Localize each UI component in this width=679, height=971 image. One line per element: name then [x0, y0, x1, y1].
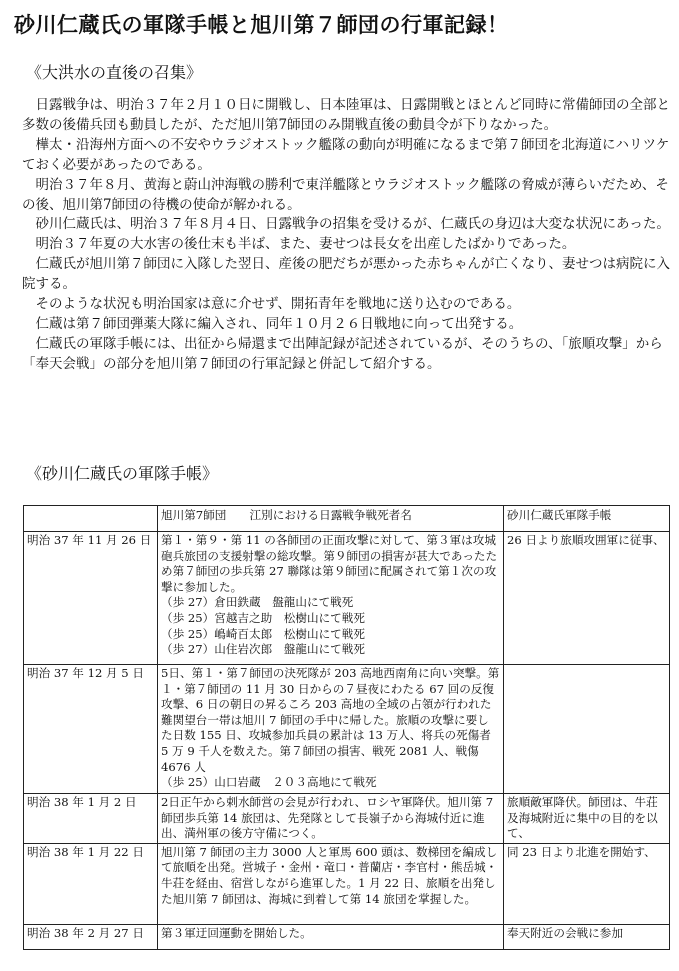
- casualty-entry: （歩 27）山住岩次郎 盤龍山にて戦死: [161, 642, 365, 657]
- division-cell: [158, 532, 504, 665]
- paragraph: 仁蔵氏が旭川第７師団に入隊した翌日、産後の肥だちが悪かった赤ちゃんが亡くなり、妻せつは病院に入院する。: [22, 256, 670, 293]
- notebook-cell: 奉天附近の会戦に参加: [504, 924, 670, 949]
- date-cell: 明治 38 年 1 月 22 日: [24, 843, 158, 924]
- division-cell: [158, 924, 504, 949]
- division-text: 2日正午から剌水師営の会見が行われ、ロシヤ軍降伏。旭川第 7 師団歩兵第 14 旅団は、先発隊として長嶺子から海城付近に進出、満州軍の後方守備につく。: [161, 795, 494, 841]
- casualty-entry: （歩 27）倉田鉄蔵 盤龍山にて戦死: [161, 595, 354, 610]
- header-division: 旭川第7師団 江別における日露戦争戦死者名: [158, 506, 504, 532]
- paragraph: 仁蔵は第７師団弾薬大隊に編入され、同年１０月２６日戦地に向って出発する。: [35, 315, 523, 332]
- paragraph: そのような状況も明治国家は意に介せず、開拓青年を戦地に送り込むのである。: [35, 296, 521, 313]
- paragraph: 明治３７年８月、黄海と蔚山沖海戦の勝利で東洋艦隊とウラジオストック艦隊の脅威が薄らいだため、その後、旭川第7師団の待機の使命が解かれる。: [22, 176, 669, 213]
- paragraph: 樺太・沿海州方面への不安やウラジオストック艦隊の動向が明確になるまで第７師団を北海道にハリツケておく必要があったのである。: [22, 136, 670, 173]
- notebook-cell: 26 日より旅順攻囲軍に従事、: [504, 532, 670, 665]
- division-text: 第３軍迂回運動を開始した。: [161, 925, 312, 940]
- table-row: [24, 532, 670, 665]
- date-cell: 明治 37 年 12 月 5 日: [24, 665, 158, 794]
- casualty-entry: （歩 25）嶋崎百太郎 松樹山にて戦死: [161, 626, 365, 641]
- page-title: 砂川仁蔵氏の軍隊手帳と旭川第７師団の行軍記録！: [14, 13, 509, 37]
- paragraph: 仁蔵氏の軍隊手帳には、出征から帰還まで出陣記録が記述されているが、そのうちの、「旅順攻撃」から「奉天会戦」の部分を旭川第７師団の行軍記録と併記して紹介する。: [22, 335, 663, 372]
- division-cell: [158, 665, 504, 794]
- division-cell: [158, 794, 504, 844]
- division-text: 旭川第 7 師団の主力 3000 人と軍馬 600 頭は、数梯団を編成して旅順を出発。営城子・金州・竜口・普蘭店・李官村・熊岳城・牛荘を経由、宿営しながら進軍した。1 月 22 日、旅順を出発した旭川第 7 師団は、海城に到着して第 14 旅団を掌握した。: [161, 844, 498, 906]
- division-cell: [158, 843, 504, 924]
- section-heading-notebook: 《砂川仁蔵氏の軍隊手帳》: [26, 464, 219, 483]
- casualty-entry: （歩 25）宮越吉之助 松樹山にて戦死: [161, 610, 365, 625]
- body-text: [22, 96, 672, 375]
- header-notebook: 砂川仁蔵氏軍隊手帳: [504, 506, 670, 532]
- paragraph: 明治３７年夏の大水害の後仕末も半ば、また、妻せつは長女を出産したばかりであった。: [35, 236, 576, 253]
- section-heading-flood: 《大洪水の直後の召集》: [26, 63, 203, 82]
- table-row: [24, 665, 670, 794]
- military-record-table: [23, 505, 670, 950]
- table-row: [24, 924, 670, 949]
- paragraph: 日露戦争は、明治３７年２月１０日に開戦し、日本陸軍は、日露開戦とほとんど同時に常備師団の全部と多数の後備兵団も動員したが、ただ旭川第7師団のみ開戦直後の動員令が下りなかった。: [22, 97, 670, 133]
- date-cell: 明治 37 年 11 月 26 日: [24, 532, 158, 665]
- table-row: [24, 794, 670, 844]
- casualty-entry: （歩 25）山口岩蔵 ２０３高地にて戦死: [161, 775, 377, 790]
- header-date: [24, 506, 158, 532]
- table-header-row: [24, 506, 670, 532]
- date-cell: 明治 38 年 2 月 27 日: [24, 924, 158, 949]
- division-text: 5日、第１・第７師団の決死隊が 203 高地西南角に向い突撃。第１・第７師団の 11 月 30 日からの７昼夜にわたる 67 回の反復攻撃、6 日の朝日の昇るころ 203 高地の全域の占領が行われた難関望台一帯は旭川 7 師団の手中に帰した。旅順の攻撃に要した日数 155 日、攻城参加兵員の累計は 13 万人、将兵の死傷者 5 万 9 千人を数えた。第７師団の損害、戦死 2081 人、戦傷 4676 人: [161, 666, 500, 774]
- division-text: 第１・第９・第 11 の各師団の正面攻撃に対して、第３軍は攻城砲兵旅団の支援射撃の総攻撃。第９師団の損害が甚大であったため第７師団の歩兵第 27 聯隊は第９師団に配属されて第１次の攻撃に参加した。: [161, 533, 498, 594]
- paragraph: 砂川仁蔵氏は、明治３７年８月４日、日露戦争の招集を受けるが、仁蔵氏の身辺は大変な状況にあった。: [35, 216, 670, 233]
- table-row: [24, 843, 670, 924]
- notebook-cell: [504, 665, 670, 794]
- notebook-cell: 旅順敵軍降伏。師団は、牛荘及海城附近に集中の目的を以て、: [504, 794, 670, 844]
- date-cell: 明治 38 年 1 月 2 日: [24, 794, 158, 844]
- notebook-cell: 同 23 日より北進を開始す、: [504, 843, 670, 924]
